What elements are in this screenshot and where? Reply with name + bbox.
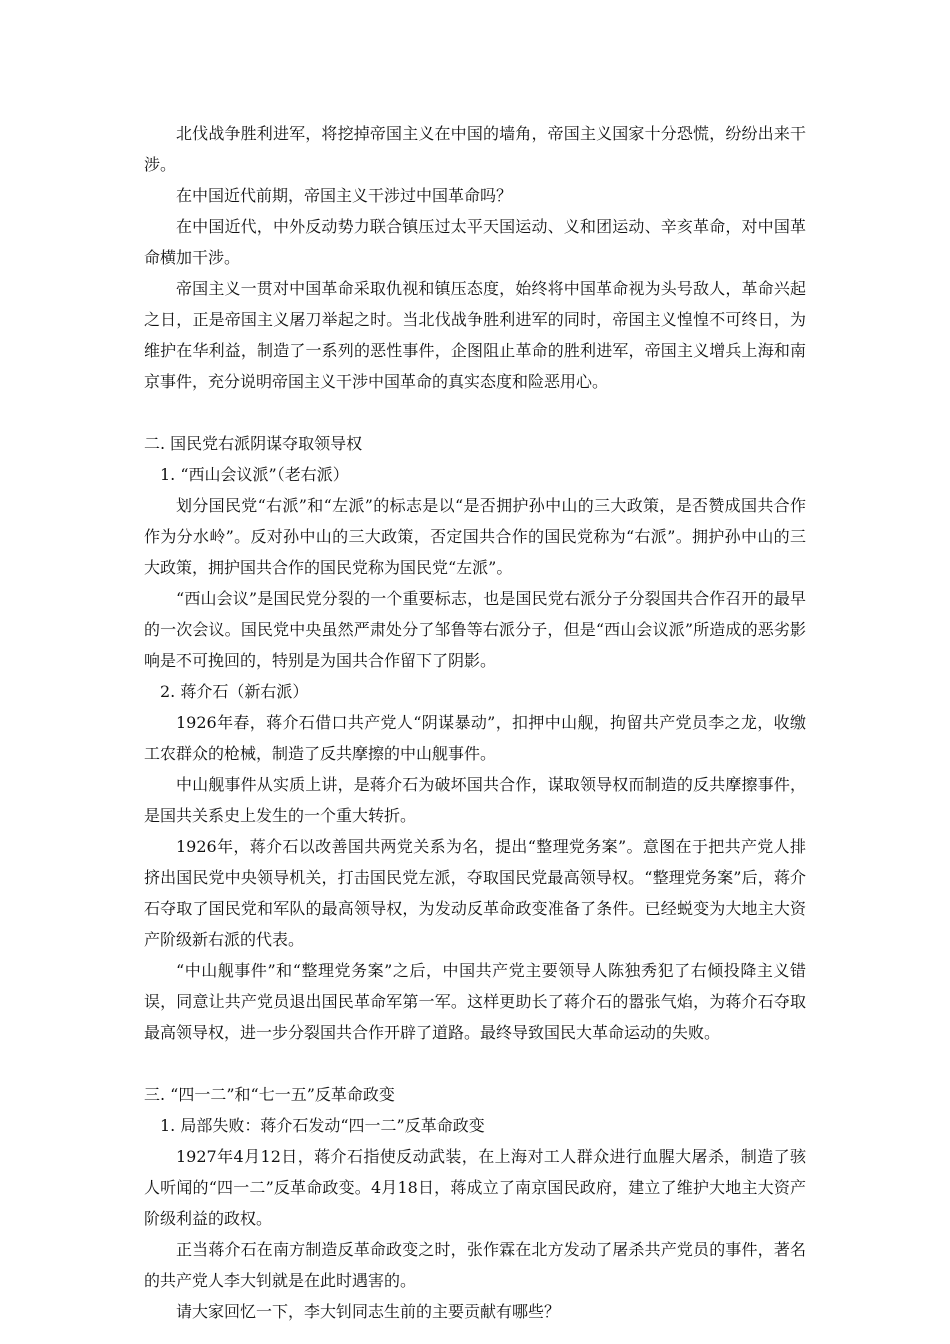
paragraph: 中山舰事件从实质上讲，是蒋介石为破坏国共合作，谋取领导权而制造的反共摩擦事件，是国共关系史上发生的一个重大转折。 [144, 775, 806, 825]
subsection-heading: 2. 蒋介石（新右派） [160, 682, 309, 701]
spacer [144, 1048, 806, 1079]
paragraph: 帝国主义一贯对中国革命采取仇视和镇压态度，始终将中国革命视为头号敌人，革命兴起之日，正是帝国主义屠刀举起之时。当北伐战争胜利进军的同时，帝国主义惶惶不可终日，为维护在华利益，制造了一系列的恶性事件，企图阻止革命的胜利进军，帝国主义增兵上海和南京事件，充分说明帝国主义干涉中国革命的真实态度和险恶用心。 [144, 279, 806, 391]
paragraph: 北伐战争胜利进军，将挖掉帝国主义在中国的墙角，帝国主义国家十分恐慌，纷纷出来干涉。 [144, 124, 806, 174]
paragraph: 请大家回忆一下，李大钊同志生前的主要贡献有哪些？ [176, 1302, 561, 1321]
paragraph: “西山会议”是国民党分裂的一个重要标志，也是国民党右派分子分裂国共合作召开的最早的一次会议。国民党中央虽然严肃处分了邹鲁等右派分子，但是“西山会议派”所造成的恶劣影响是不可挽回的，特别是为国共合作留下了阴影。 [144, 589, 806, 670]
subsection-heading: 1. 局部失败：蒋介石发动“四一二”反革命政变 [160, 1116, 485, 1135]
section-heading: 三. “四一二”和“七一五”反革命政变 [144, 1085, 395, 1104]
paragraph: 在中国近代前期，帝国主义干涉过中国革命吗？ [176, 186, 513, 205]
paragraph: “中山舰事件”和“整理党务案”之后，中国共产党主要领导人陈独秀犯了右倾投降主义错误，同意让共产党员退出国民革命军第一军。这样更助长了蒋介石的嚣张气焰，为蒋介石夺取最高领导权，进一步分裂国共合作开辟了道路。最终导致国民大革命运动的失败。 [144, 961, 806, 1042]
section-heading: 二. 国民党右派阴谋夺取领导权 [144, 434, 363, 453]
spacer [144, 397, 806, 428]
paragraph: 1927年4月12日，蒋介石指使反动武装，在上海对工人群众进行血腥大屠杀，制造了骇人听闻的“四一二”反革命政变。4月18日，蒋成立了南京国民政府，建立了维护大地主大资产阶级利益的政权。 [144, 1147, 806, 1228]
document-body [144, 118, 806, 1327]
paragraph: 1926年，蒋介石以改善国共两党关系为名，提出“整理党务案”。意图在于把共产党人排挤出国民党中央领导机关，打击国民党左派，夺取国民党最高领导权。“整理党务案”后，蒋介石夺取了国民党和军队的最高领导权，为发动反革命政变准备了条件。已经蜕变为大地主大资产阶级新右派的代表。 [144, 837, 806, 949]
paragraph: 正当蒋介石在南方制造反革命政变之时，张作霖在北方发动了屠杀共产党员的事件，著名的共产党人李大钊就是在此时遇害的。 [144, 1240, 806, 1290]
subsection-heading: 1. “西山会议派”（老右派） [160, 465, 349, 484]
paragraph: 1926年春，蒋介石借口共产党人“阴谋暴动”，扣押中山舰，拘留共产党员李之龙，收缴工农群众的枪械，制造了反共摩擦的中山舰事件。 [144, 713, 806, 763]
paragraph: 在中国近代，中外反动势力联合镇压过太平天国运动、义和团运动、辛亥革命，对中国革命横加干涉。 [144, 217, 806, 267]
paragraph: 划分国民党“右派”和“左派”的标志是以“是否拥护孙中山的三大政策，是否赞成国共合作作为分水岭”。反对孙中山的三大政策，否定国共合作的国民党称为“右派”。拥护孙中山的三大政策，拥护国共合作的国民党称为国民党“左派”。 [144, 496, 806, 577]
